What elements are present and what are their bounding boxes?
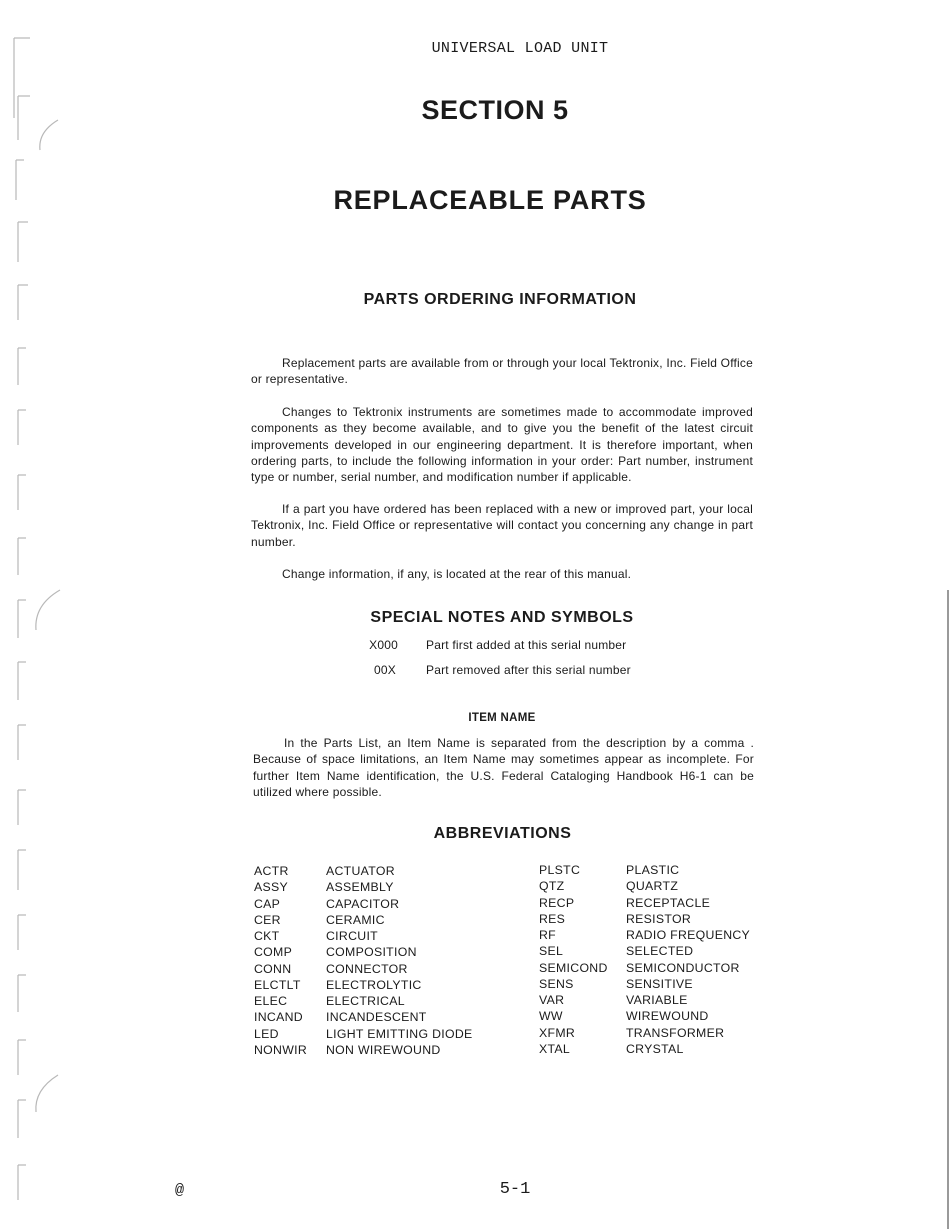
abbreviation-code: ELCTLT xyxy=(254,977,301,992)
page-title: REPLACEABLE PARTS xyxy=(333,185,647,215)
abbreviation-code: CER xyxy=(254,912,281,927)
abbreviation-code: RF xyxy=(539,928,556,942)
abbreviation-row xyxy=(539,862,779,878)
item-name-heading: ITEM NAME xyxy=(468,712,536,724)
abbreviation-code: ELEC xyxy=(254,994,288,1008)
abbreviation-meaning: ELECTROLYTIC xyxy=(326,977,422,992)
abbreviation-row xyxy=(254,977,514,993)
abbreviations-right-column xyxy=(539,862,779,1057)
abbreviation-code: ASSY xyxy=(254,880,289,895)
abbreviation-row xyxy=(539,960,779,976)
symbol-row xyxy=(0,663,950,681)
abbreviation-meaning: QUARTZ xyxy=(626,879,679,894)
page-number: 5-1 xyxy=(499,1180,531,1199)
abbreviation-row xyxy=(254,863,514,879)
parts-ordering-heading: PARTS ORDERING INFORMATION xyxy=(363,291,637,308)
abbreviation-code: VAR xyxy=(539,993,565,1007)
symbol-code: X000 xyxy=(369,638,398,652)
abbreviation-row xyxy=(254,944,514,960)
abbreviation-code: INCAND xyxy=(254,1010,303,1025)
abbreviation-meaning: ASSEMBLY xyxy=(326,880,394,895)
abbreviation-code: WW xyxy=(539,1009,563,1024)
abbreviation-row xyxy=(539,878,779,894)
abbreviation-meaning: ELECTRICAL xyxy=(326,994,405,1008)
abbreviation-code: RES xyxy=(539,911,566,926)
abbreviation-code: SENS xyxy=(539,976,574,991)
abbreviation-row xyxy=(539,911,779,927)
abbreviation-code: PLSTC xyxy=(539,863,581,877)
abbreviation-code: CAP xyxy=(254,896,281,911)
abbreviation-row xyxy=(539,1008,779,1024)
abbreviation-row xyxy=(254,993,514,1009)
abbreviation-meaning: PLASTIC xyxy=(626,863,680,877)
abbreviation-code: QTZ xyxy=(539,879,565,894)
parts-ordering-paragraph-1: Replacement parts are available from or through your local Tektronix, Inc. Field Office or representative. xyxy=(251,356,753,387)
document-header: UNIVERSAL LOAD UNIT xyxy=(431,40,609,57)
abbreviation-meaning: CAPACITOR xyxy=(326,896,400,911)
abbreviation-row xyxy=(539,992,779,1008)
abbreviation-code: CKT xyxy=(254,929,280,943)
abbreviation-meaning: INCANDESCENT xyxy=(326,1010,427,1025)
abbreviation-row xyxy=(539,943,779,959)
item-name-paragraph: In the Parts List, an Item Name is separated from the description by a comma . Because of space limitations, an Item Name may sometimes appear as incomplete. For further Item Name identification, the U.S. Federal Cataloging Handbook H6-1 can be utilized where possible. xyxy=(253,736,754,799)
abbreviation-meaning: SEMICONDUCTOR xyxy=(626,960,740,975)
abbreviation-meaning: CRYSTAL xyxy=(626,1041,684,1056)
abbreviation-meaning: LIGHT EMITTING DIODE xyxy=(326,1026,473,1041)
abbreviation-meaning: SELECTED xyxy=(626,944,694,959)
abbreviation-code: XTAL xyxy=(539,1041,571,1056)
abbreviation-code: XFMR xyxy=(539,1025,576,1040)
page-right-edge xyxy=(947,590,949,1229)
special-notes-heading: SPECIAL NOTES AND SYMBOLS xyxy=(370,609,634,626)
abbreviation-code: ACTR xyxy=(254,864,289,878)
abbreviation-row xyxy=(254,879,514,895)
abbreviation-meaning: RECEPTACLE xyxy=(626,895,711,910)
abbreviation-row xyxy=(254,1042,514,1058)
abbreviation-row xyxy=(539,895,779,911)
abbreviation-meaning: COMPOSITION xyxy=(326,945,417,960)
abbreviation-row xyxy=(254,896,514,912)
abbreviation-row xyxy=(539,976,779,992)
abbreviation-meaning: RESISTOR xyxy=(626,911,692,926)
abbreviation-meaning: CONNECTOR xyxy=(326,961,408,976)
abbreviation-code: LED xyxy=(254,1026,279,1041)
abbreviation-meaning: CIRCUIT xyxy=(326,929,378,943)
abbreviation-row xyxy=(539,1025,779,1041)
copyright-mark: @ xyxy=(175,1182,185,1199)
abbreviation-code: CONN xyxy=(254,961,292,976)
section-title: SECTION 5 xyxy=(421,95,569,125)
abbreviation-meaning: NON WIREWOUND xyxy=(326,1042,441,1057)
abbreviation-meaning: SENSITIVE xyxy=(626,976,693,991)
abbreviation-row xyxy=(254,961,514,977)
parts-ordering-paragraph-4: Change information, if any, is located at the rear of this manual. xyxy=(282,567,632,581)
abbreviation-meaning: RADIO FREQUENCY xyxy=(626,928,751,942)
abbreviation-meaning: VARIABLE xyxy=(626,993,688,1007)
abbreviation-row xyxy=(254,912,514,928)
abbreviation-code: SEMICOND xyxy=(539,960,608,975)
symbol-row xyxy=(0,638,950,656)
symbol-description: Part removed after this serial number xyxy=(426,663,631,677)
abbreviation-code: NONWIR xyxy=(254,1042,308,1057)
abbreviation-row xyxy=(539,927,779,943)
abbreviation-meaning: WIREWOUND xyxy=(626,1009,709,1024)
abbreviation-meaning: CERAMIC xyxy=(326,912,385,927)
parts-ordering-paragraph-2: Changes to Tektronix instruments are sometimes made to accommodate improved components as they become available, and to give you the benefit of the latest circuit improvements developed in our engineering department. It is therefore important, when ordering parts, to include the following information in your order: Part number, instrument type or number, serial number, and modification number if applicable. xyxy=(251,405,753,485)
symbol-description: Part first added at this serial number xyxy=(426,638,627,652)
abbreviation-code: SEL xyxy=(539,944,564,959)
abbreviations-heading: ABBREVIATIONS xyxy=(433,825,572,842)
parts-ordering-paragraph-3: If a part you have ordered has been replaced with a new or improved part, your local Tektronix, Inc. Field Office or representative will contact you concerning any change in part number. xyxy=(251,502,753,549)
abbreviation-meaning: ACTUATOR xyxy=(326,864,395,878)
abbreviation-row xyxy=(254,928,514,944)
abbreviation-row xyxy=(539,1041,779,1057)
abbreviation-row xyxy=(254,1026,514,1042)
abbreviation-code: COMP xyxy=(254,945,293,960)
abbreviation-row xyxy=(254,1009,514,1025)
abbreviation-meaning: TRANSFORMER xyxy=(626,1025,725,1040)
abbreviation-code: RECP xyxy=(539,895,575,910)
abbreviations-left-column xyxy=(254,863,514,1058)
symbol-code: 00X xyxy=(374,663,396,677)
